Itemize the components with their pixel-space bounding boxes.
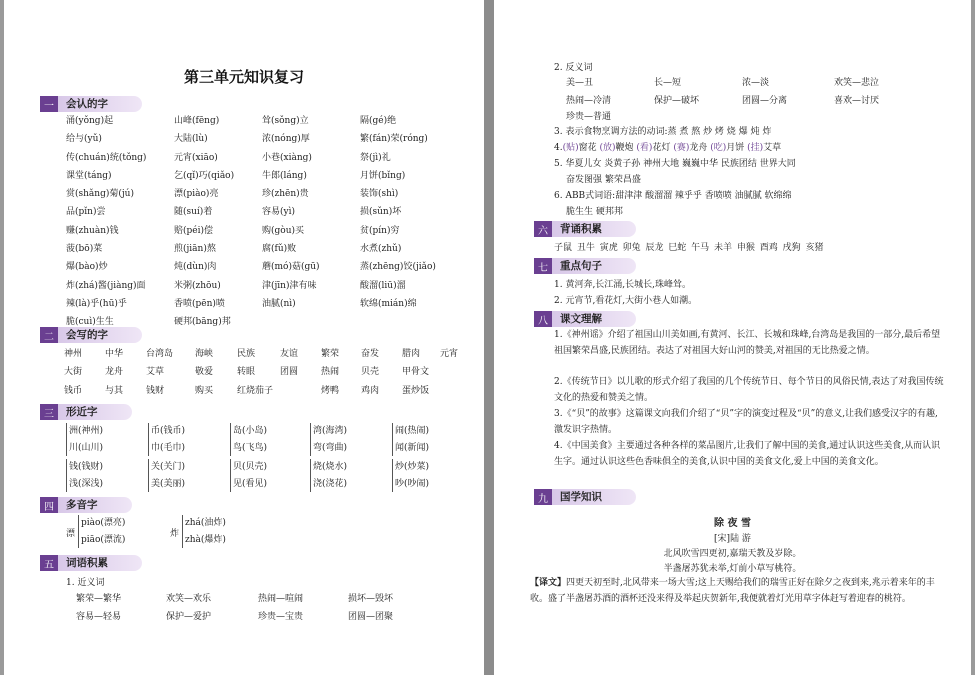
- section-label: 重点句子: [552, 258, 636, 274]
- similar-char: 币(钱币): [151, 426, 186, 436]
- antonym-pair: 热闹—冷清: [566, 96, 612, 107]
- similar-char: 关(关门): [151, 462, 186, 472]
- vocab-item: 损(sǔn)坏: [360, 207, 402, 218]
- page-title: 第三单元知识复习: [183, 68, 304, 86]
- similar-char: 吵(吵闹): [395, 478, 430, 489]
- vocab-item: 装饰(shì): [360, 189, 399, 200]
- vocab-item: 脆(cuì)生生: [66, 317, 114, 328]
- recognize-chars-grid: [66, 112, 460, 332]
- vocab-item: 蘑(mó)菇(gū): [262, 262, 320, 273]
- write-word: 艾草: [146, 367, 165, 378]
- vocab-item: 耸(sǒng)立: [262, 116, 309, 126]
- antonym-pair: 团圆—分离: [742, 96, 788, 107]
- similar-char: 岛(小岛): [233, 426, 268, 436]
- section-number: 八: [534, 311, 552, 327]
- vocab-item: 山峰(fēng): [174, 116, 220, 126]
- similar-char-pair: [392, 423, 429, 456]
- section-label: 背诵积累: [552, 221, 636, 237]
- vocab-item: 炖(dùn)肉: [174, 262, 217, 273]
- festival-word: 艾草: [763, 143, 782, 153]
- write-word: 钱财: [146, 385, 165, 396]
- section-number: 九: [534, 489, 552, 505]
- vocab-item: 月饼(bǐng): [360, 170, 406, 181]
- vocab-item: 传(chuán)统(tǒng): [66, 152, 147, 163]
- right-page[interactable]: [494, 0, 971, 675]
- key-sentence: 1. 黄河奔,长江涌,长城长,珠峰耸。: [554, 280, 692, 290]
- text-understanding: 2.《传统节日》以儿歌的形式介绍了我国的几个传统节日、每个节日的风俗民情,表达了对我国传统文化的热爱和赞美之情。: [554, 377, 944, 403]
- write-word: 蛋炒饭: [402, 385, 430, 396]
- write-word: 敬爱: [195, 367, 214, 378]
- poem-line: 半盏屠苏犹未举,灯前小草写桃符。: [663, 564, 802, 574]
- verb-blank: (贴): [562, 143, 579, 153]
- translation-tag: 【译文】: [530, 578, 567, 588]
- section-number: 二: [40, 327, 58, 343]
- similar-char: 巾(毛巾): [151, 442, 186, 453]
- vocab-item: 煎(jiān)熬: [174, 244, 216, 255]
- poem-title: 除 夜 雪: [714, 518, 751, 529]
- vocab-item: 涌(yǒng)起: [66, 116, 114, 126]
- section-header-6: [534, 221, 636, 237]
- similar-char: 美(美丽): [151, 478, 186, 489]
- synonym-pair: 繁荣—繁华: [76, 594, 122, 604]
- polyphone-readings: [78, 515, 125, 548]
- verb-blank: (看): [636, 143, 653, 153]
- write-word: 大街: [64, 367, 83, 378]
- section-header-9: [534, 489, 636, 505]
- idioms-line: 5. 华夏儿女 炎黄子孙 神州大地 巍巍中华 民族团结 世界大同: [554, 159, 796, 169]
- vocab-item: 随(suí)着: [174, 207, 213, 218]
- similar-char-pair: [230, 423, 267, 456]
- polyphone-readings: [182, 515, 226, 548]
- similar-char: 钱(钱财): [69, 462, 104, 472]
- write-word: 团圆: [280, 367, 299, 378]
- text-understanding: 4.《中国美食》主要通过各种各样的菜品图片,让我们了解中国的美食,通过认识这些美食,从而认识生字。通过认识这些色香味俱全的美食,认识中国的美食文化,爱上中国的美食文化。: [554, 441, 941, 467]
- write-word: 烤鸭: [321, 385, 340, 396]
- similar-char: 川(山川): [69, 442, 104, 453]
- synonym-pair: 欢笑—欢乐: [166, 594, 212, 604]
- write-chars-grid: [64, 345, 478, 400]
- write-word: 龙舟: [105, 367, 124, 378]
- similar-char-pair: [148, 423, 185, 456]
- synonym-pair: 珍贵—宝贵: [258, 612, 304, 623]
- section-label: 词语积累: [58, 555, 142, 571]
- antonym-pair: 浓—淡: [742, 78, 770, 88]
- translation: [530, 576, 940, 607]
- vocab-item: 菠(bō)菜: [66, 244, 103, 255]
- write-word: 民族: [237, 349, 256, 359]
- antonym-pair: 喜欢—讨厌: [834, 96, 880, 107]
- write-word: 鸡肉: [361, 385, 380, 396]
- similar-char: 弯(弯曲): [313, 442, 348, 453]
- similar-char-pair: [230, 459, 267, 492]
- write-word: 神州: [64, 349, 83, 359]
- similar-char: 炒(炒菜): [395, 462, 430, 472]
- vocab-item: 腐(fǔ)败: [262, 244, 297, 255]
- vocab-item: 课堂(táng): [66, 170, 112, 181]
- similar-char: 洲(神州): [69, 426, 104, 436]
- write-word: 腊肉: [402, 349, 421, 359]
- reading: zhá(油炸): [185, 518, 226, 528]
- vocab-item: 给与(yǔ): [66, 134, 102, 145]
- synonym-grid: [76, 590, 448, 627]
- reading: piào(漂亮): [81, 518, 126, 528]
- vocab-item: 爆(bào)炒: [66, 262, 108, 273]
- vocab-item: 繁(fán)荣(róng): [360, 134, 428, 145]
- similar-char-pair: [66, 459, 103, 492]
- vocab-item: 隔(gé)绝: [360, 116, 397, 126]
- similar-char: 见(看见): [233, 478, 268, 489]
- similar-char: 烧(烧水): [313, 462, 348, 472]
- section-label: 会写的字: [58, 327, 142, 343]
- vocab-item: 硬邦(bāng)邦: [174, 317, 231, 328]
- vocab-item: 元宵(xiāo): [174, 152, 218, 163]
- vocab-item: 水煮(zhǔ): [360, 244, 402, 255]
- polyphone-char: 漂: [66, 529, 76, 539]
- festival-verbs: [554, 140, 781, 153]
- section-label: 形近字: [58, 404, 132, 420]
- abb-words: 脆生生 硬邦邦: [566, 207, 623, 217]
- antonym-pair: 美—丑: [566, 78, 594, 88]
- text-understanding: 3.《“贝”的故事》这篇课文向我们介绍了“贝”字的演变过程及“贝”的意义,让我们感受汉字的有趣,激发识字热情。: [554, 409, 938, 435]
- similar-char-pair: [310, 423, 347, 456]
- synonym-pair: 容易—轻易: [76, 612, 122, 623]
- write-word: 购买: [195, 385, 214, 396]
- synonym-pair: 团圆—团聚: [348, 612, 394, 623]
- vocab-item: 赔(péi)偿: [174, 225, 213, 236]
- write-word: [440, 382, 478, 400]
- section-header-5: [40, 555, 142, 571]
- write-word: 红烧茄子: [237, 385, 274, 396]
- section-label: 多音字: [58, 497, 132, 513]
- section-number: 六: [534, 221, 552, 237]
- festival-word: 4.: [554, 143, 563, 153]
- vocab-item: 辣(là)乎(hū)乎: [66, 298, 127, 309]
- section-header-2: [40, 327, 142, 343]
- vocab-item: 赏(shǎng)菊(jú): [66, 189, 134, 200]
- abb-words: 6. ABB式词语:甜津津 酸溜溜 辣乎乎 香喷喷 油腻腻 软绵绵: [554, 191, 792, 201]
- similar-char: 贝(贝壳): [233, 462, 268, 472]
- vocab-item: 香喷(pēn)喷: [174, 298, 225, 309]
- antonym-grid: [566, 74, 934, 111]
- section-header-4: [40, 497, 132, 513]
- vocab-item: 赚(zhuàn)钱: [66, 225, 119, 236]
- write-word: 友谊: [280, 349, 299, 359]
- section-number: 七: [534, 258, 552, 274]
- synonym-pair: 保护—爱护: [166, 612, 212, 623]
- vocab-item: 漂(piào)亮: [174, 189, 219, 200]
- similar-char: 浇(浇花): [313, 478, 348, 489]
- section-header-1: [40, 96, 142, 112]
- page-gutter: [484, 0, 494, 675]
- antonym-pair: 欢笑—悲泣: [834, 78, 880, 88]
- reading: piāo(漂流): [81, 534, 126, 545]
- write-word: 与其: [105, 385, 124, 396]
- poem-line: 北风吹雪四更初,嘉瑞天教及岁除。: [663, 549, 802, 559]
- section-number: 四: [40, 497, 58, 513]
- festival-word: 月饼: [726, 143, 748, 153]
- write-word: [440, 363, 478, 381]
- vocab-item: 炸(zhá)酱(jiàng)面: [66, 280, 146, 291]
- verb-blank: (吃): [710, 143, 727, 153]
- vocab-item: 油腻(nì): [262, 298, 296, 309]
- vocab-item: 大陆(lù): [174, 134, 208, 145]
- similar-char: 闹(热闹): [395, 426, 430, 436]
- antonym-pair: 长—短: [654, 78, 682, 88]
- vocab-item: 酸溜(liū)溜: [360, 280, 406, 291]
- polyphone-char: 炸: [170, 529, 180, 539]
- similar-char: 湾(海湾): [313, 426, 348, 436]
- write-word: 元宵: [440, 349, 459, 359]
- text-understanding: 1.《神州谣》介绍了祖国山川美如画,有黄河、长江、长城和珠峰,台湾岛是我国的一部分,最后希望祖国繁荣昌盛,民族团结。表达了对祖国大好山河的赞美,对祖国的无比热爱之情。: [554, 330, 941, 356]
- vocab-item: 祭(jì)礼: [360, 152, 391, 163]
- vocab-item: 贫(pín)穷: [360, 225, 400, 236]
- vocab-item: 购(gòu)买: [262, 225, 304, 236]
- similar-char-pair: [66, 423, 103, 456]
- left-page[interactable]: [4, 0, 484, 675]
- vocab-item: 浓(nóng)厚: [262, 134, 310, 145]
- festival-word: 花灯: [652, 143, 674, 153]
- similar-char: 浅(深浅): [69, 478, 104, 489]
- poem-author: [宋]陆 游: [714, 534, 751, 544]
- write-word: 海峡: [195, 349, 214, 359]
- vocab-item: 蒸(zhēng)饺(jiǎo): [360, 262, 436, 273]
- write-word: 台湾岛: [146, 349, 174, 359]
- antonym-extra: 珍贵—普通: [566, 112, 612, 122]
- vocab-item: 津(jīn)津有味: [262, 280, 317, 291]
- similar-char: 鸟(飞鸟): [233, 442, 268, 453]
- verb-blank: (挂): [747, 143, 764, 153]
- antonym-pair: 保护—破坏: [654, 96, 700, 107]
- festival-word: 鞭炮: [615, 143, 637, 153]
- write-word: 钱币: [64, 385, 83, 396]
- write-word: [280, 382, 321, 400]
- vocab-item: 米粥(zhōu): [174, 280, 221, 291]
- synonym-pair: 损坏—毁坏: [348, 594, 394, 604]
- similar-char-pair: [310, 459, 347, 492]
- vocab-item: 乞(qǐ)巧(qiǎo): [174, 170, 235, 181]
- zodiac-line: 子鼠 丑牛 寅虎 卯兔 辰龙 巳蛇 午马 未羊 申猴 酉鸡 戌狗 亥猪: [554, 243, 824, 253]
- write-word: 甲骨文: [402, 367, 430, 378]
- section-label: 会认的字: [58, 96, 142, 112]
- similar-char: 闻(新闻): [395, 442, 430, 453]
- verb-blank: (放): [599, 143, 616, 153]
- festival-word: 窗花: [578, 143, 600, 153]
- vocab-item: 珍(zhēn)贵: [262, 189, 309, 200]
- section-header-7: [534, 258, 636, 274]
- vocab-item: 品(pǐn)尝: [66, 207, 106, 218]
- key-sentence: 2. 元宵节,看花灯,大街小巷人如潮。: [554, 296, 698, 306]
- write-word: 繁荣: [321, 349, 340, 359]
- antonym-title: 2. 反义词: [554, 63, 593, 73]
- vocab-item: 牛郎(láng): [262, 170, 307, 181]
- similar-char-pair: [392, 459, 429, 492]
- idioms-line: 奋发图强 繁荣昌盛: [566, 175, 641, 185]
- similar-char-pair: [148, 459, 185, 492]
- section-number: 一: [40, 96, 58, 112]
- write-word: 贝壳: [361, 367, 380, 378]
- subheading: 1. 近义词: [66, 578, 105, 588]
- reading: zhà(爆炸): [185, 534, 226, 545]
- section-number: 五: [40, 555, 58, 571]
- vocab-item: 软绵(mián)绵: [360, 298, 417, 309]
- festival-word: 龙舟: [689, 143, 711, 153]
- vocab-item: 小巷(xiàng): [262, 152, 312, 163]
- write-word: 转眼: [237, 367, 256, 378]
- section-header-8: [534, 311, 636, 327]
- translation-text: 四更天初至时,北风带来一场大雪;这上天赐给我们的瑞雪正好在除夕之夜到来,兆示着来年的丰收。盛了半盏屠苏酒的酒杯还没来得及举起庆贺新年,我便就着灯光用草字体赶写着迎春的桃符。: [530, 578, 935, 604]
- verb-blank: (赛): [673, 143, 690, 153]
- vocab-item: 容易(yì): [262, 207, 295, 218]
- section-number: 三: [40, 404, 58, 420]
- write-word: 奋发: [361, 349, 380, 359]
- cooking-verbs: 3. 表示食物烹调方法的动词:蒸 煮 熬 炒 烤 烧 爆 炖 炸: [554, 127, 772, 137]
- write-word: 中华: [105, 349, 124, 359]
- section-label: 国学知识: [552, 489, 636, 505]
- synonym-pair: 热闹—喧闹: [258, 594, 304, 604]
- section-label: 课文理解: [552, 311, 636, 327]
- write-word: 热闹: [321, 367, 340, 378]
- section-header-3: [40, 404, 132, 420]
